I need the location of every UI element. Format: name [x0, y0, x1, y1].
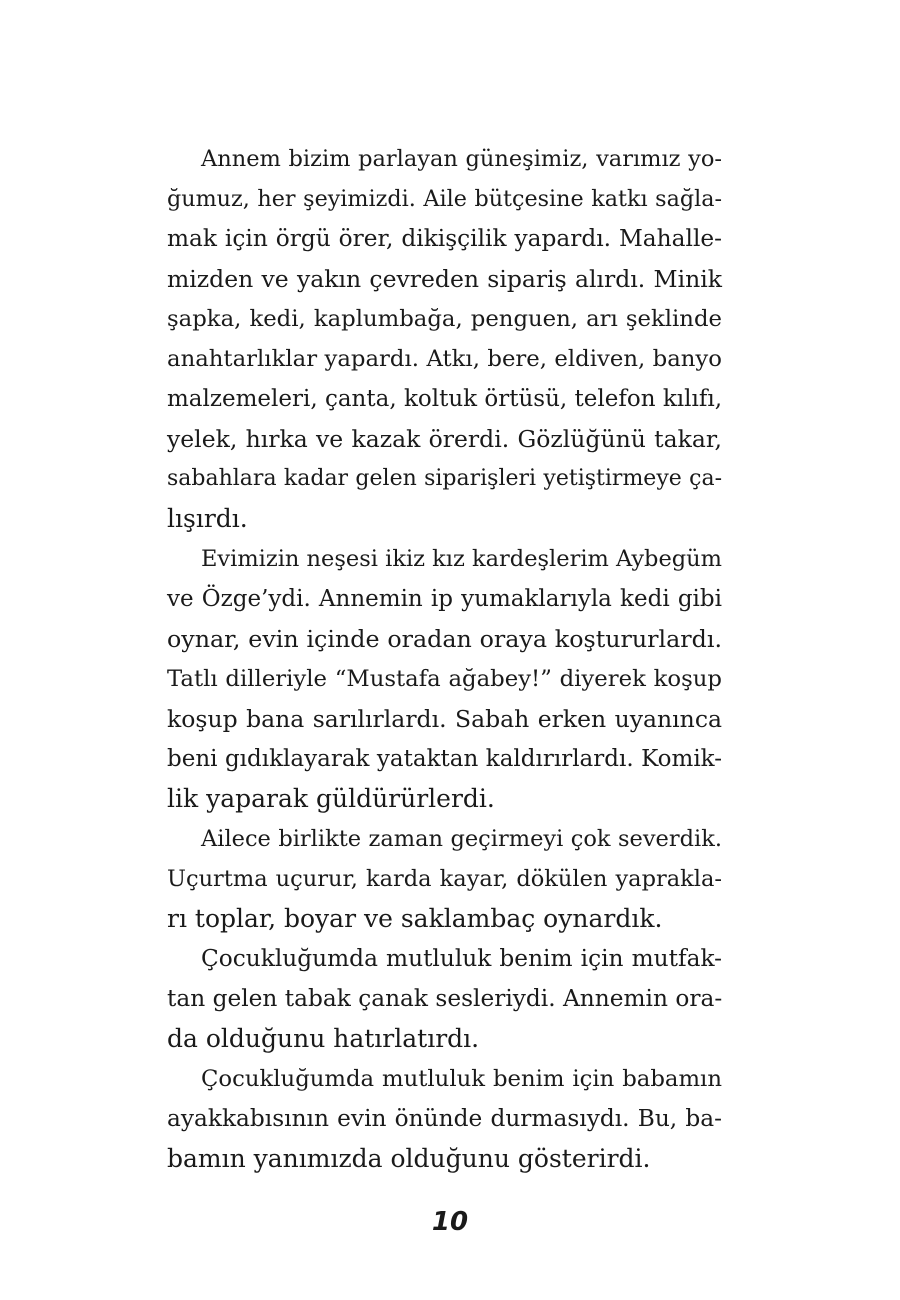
paragraph-2	[167, 539, 722, 819]
text-line: sabahlara kadar gelen siparişleri yetiştirmeye ça-	[167, 466, 722, 491]
text-line: Çocukluğumda mutluluk benim için mutfak-	[201, 945, 722, 972]
text-line: tan gelen tabak çanak sesleriydi. Annemin ora-	[167, 985, 723, 1012]
text-line: rı toplar, boyar ve saklambaç oynardık.	[167, 904, 663, 933]
text-line: bamın yanımızda olduğunu gösterirdi.	[167, 1144, 651, 1173]
text-line: Evimizin neşesi ikiz kız kardeşlerim Aybegüm	[201, 546, 723, 572]
text-line: lışırdı.	[167, 504, 248, 533]
text-line: mak için örgü örer, dikişçilik yapardı. Mahalle-	[167, 225, 722, 252]
page-number: 10	[431, 1207, 469, 1237]
text-line: Uçurtma uçurur, karda kayar, dökülen yaprakla-	[167, 866, 722, 892]
text-line: Çocukluğumda mutluluk benim için babamın	[201, 1066, 722, 1092]
text-line: beni gıdıklayarak yataktan kaldırırlardı. Komik-	[167, 746, 722, 772]
book-page-body	[167, 139, 722, 1179]
text-line: Ailece birlikte zaman geçirmeyi çok severdik.	[201, 826, 722, 852]
text-line: koşup bana sarılırlardı. Sabah erken uyanınca	[167, 705, 722, 733]
text-line: mizden ve yakın çevreden sipariş alırdı. Minik	[167, 265, 722, 293]
text-line: da olduğunu hatırlatırdı.	[167, 1024, 480, 1053]
text-line: ayakkabısının evin önünde durmasıydı. Bu, ba-	[167, 1105, 722, 1132]
text-line: şapka, kedi, kaplumbağa, penguen, arı şeklinde	[167, 306, 722, 332]
text-line: anahtarlıklar yapardı. Atkı, bere, eldiven, banyo	[167, 346, 722, 372]
text-line: ğumuz, her şeyimizdi. Aile bütçesine katkı sağla-	[167, 186, 722, 212]
text-line: malzemeleri, çanta, koltuk örtüsü, telefon kılıfı,	[167, 386, 723, 412]
text-line: Annem bizim parlayan güneşimiz, varımız yo-	[201, 146, 722, 172]
text-line: Tatlı dilleriyle “Mustafa ağabey!” diyerek koşup	[167, 666, 722, 692]
paragraph-1	[167, 139, 722, 539]
text-line: ve Özge’ydi. Annemin ip yumaklarıyla kedi gibi	[167, 586, 722, 612]
paragraph-4	[167, 939, 722, 1059]
paragraph-3	[167, 819, 722, 939]
text-line: oynar, evin içinde oradan oraya koştururlardı.	[167, 625, 722, 653]
text-line: lik yaparak güldürürlerdi.	[167, 784, 495, 813]
text-line: yelek, hırka ve kazak örerdi. Gözlüğünü takar,	[167, 425, 722, 453]
paragraph-5	[167, 1059, 722, 1179]
